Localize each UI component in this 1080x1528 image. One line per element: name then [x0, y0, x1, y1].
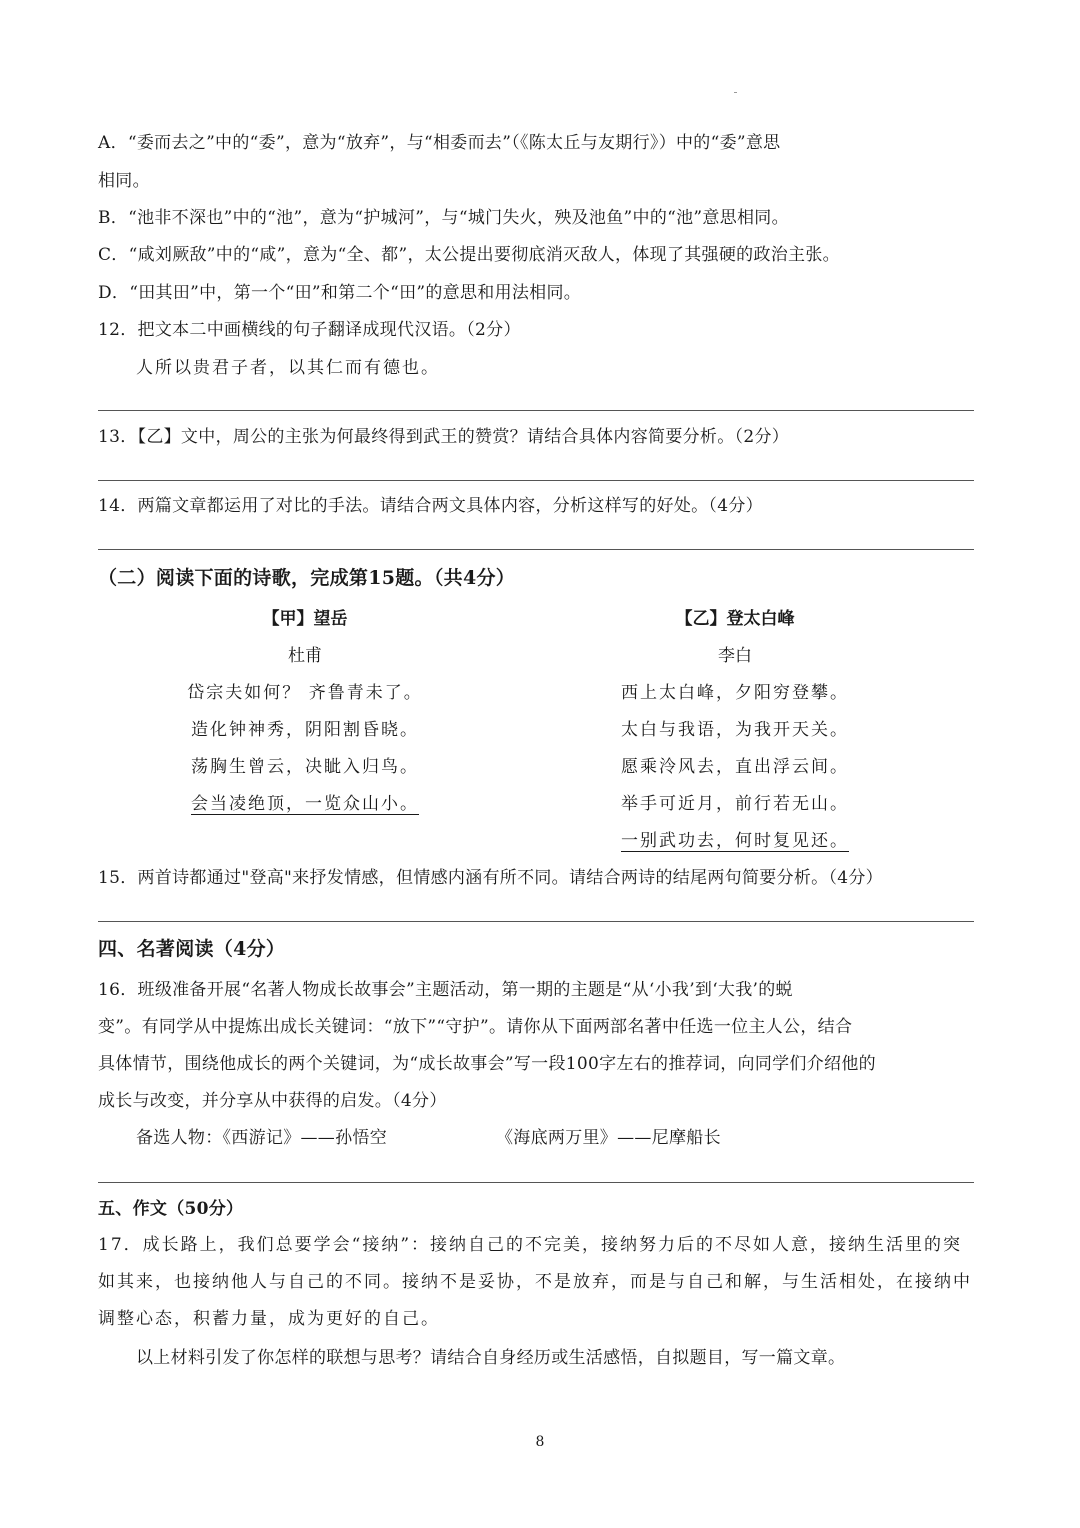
q17-line: 17．成长路上，我们总要学会“接纳”：接纳自己的不完美，接纳努力后的不尽如人意，接纳生活里的突	[98, 1235, 963, 1255]
q11-option-c: C．“咸刘厥敌”中的“咸”，意为“全、都”，太公提出要彻底消灭敌人，体现了其强硬的政治主张。	[98, 245, 840, 265]
poem-section-heading: （二）阅读下面的诗歌，完成第15题。（共4分）	[98, 567, 516, 589]
poem1-line-underlined: 会当凌绝顶，一览众山小。	[191, 794, 419, 814]
answer-line	[98, 410, 974, 411]
page-number: 8	[535, 1434, 545, 1450]
q16-line: 具体情节，围绕他成长的两个关键词，为“成长故事会”写一段100字左右的推荐词，向同学们介绍他的	[98, 1054, 876, 1074]
q16-option-2: 《海底两万里》——尼摩船长	[496, 1128, 721, 1148]
poem2-line: 举手可近月，前行若无山。	[621, 794, 849, 814]
poem2-author: 李白	[718, 646, 752, 666]
q15-stem: 15．两首诗都通过"登高"来抒发情感，但情感内涵有所不同。请结合两诗的结尾两句简要分析。（4分）	[98, 868, 883, 888]
answer-line	[98, 921, 974, 922]
section5-heading: 五、作文（50分）	[98, 1199, 244, 1219]
poem2-line: 愿乘泠风去，直出浮云间。	[621, 757, 849, 777]
poem2-line: 西上太白峰，夕阳穷登攀。	[621, 683, 849, 703]
section4-heading: 四、名著阅读（4分）	[98, 938, 286, 960]
q16-option-1: 备选人物：《西游记》——孙悟空	[136, 1128, 387, 1148]
poem1-line: 荡胸生曾云，决眦入归鸟。	[191, 757, 419, 777]
q16-line: 成长与改变，并分享从中获得的启发。（4分）	[98, 1091, 447, 1111]
q13-stem: 13．【乙】文中，周公的主张为何最终得到武王的赞赏？请结合具体内容简要分析。（2分）	[98, 427, 790, 447]
q14-stem: 14．两篇文章都运用了对比的手法。请结合两文具体内容，分析这样写的好处。（4分）	[98, 496, 763, 516]
scan-speck	[734, 92, 737, 93]
poem1-line: 造化钟神秀，阴阳割昏晓。	[191, 720, 419, 740]
poem1-title: 【甲】望岳	[262, 609, 348, 629]
q16-line: 变”。有同学从中提炼出成长关键词：“放下”“守护”。请你从下面两部名著中任选一位主人公，结合	[98, 1017, 853, 1037]
q12-sentence: 人所以贵君子者，以其仁而有德也。	[136, 358, 440, 378]
q16-line: 16．班级准备开展“名著人物成长故事会”主题活动，第一期的主题是“从‘小我’到‘大我’的蜕	[98, 980, 793, 1000]
poem2-line-underlined: 一别武功去，何时复见还。	[621, 831, 849, 851]
answer-line	[98, 1182, 974, 1183]
q11-option-d: D．“田其田”中，第一个“田”和第二个“田”的意思和用法相同。	[98, 283, 582, 303]
q11-option-a-line2: 相同。	[98, 171, 150, 191]
answer-line	[98, 480, 974, 481]
poem2-line: 太白与我语，为我开天关。	[621, 720, 849, 740]
q11-option-b: B．“池非不深也”中的“池”，意为“护城河”，与“城门失火，殃及池鱼”中的“池”意思相同。	[98, 208, 789, 228]
q17-line: 调整心态，积蓄力量，成为更好的自己。	[98, 1309, 440, 1329]
poem1-author: 杜甫	[288, 646, 322, 666]
q12-stem: 12．把文本二中画横线的句子翻译成现代汉语。（2分）	[98, 320, 521, 340]
q17-line: 如其来，也接纳他人与自己的不同。接纳不是妥协，不是放弃，而是与自己和解，与生活相处，在接纳中	[98, 1272, 972, 1292]
q11-option-a-line1: A．“委而去之”中的“委”，意为“放弃”，与“相委而去”（《陈太丘与友期行》）中的“委”意思	[98, 133, 781, 153]
poem2-title: 【乙】登太白峰	[675, 609, 795, 629]
answer-line	[98, 549, 974, 550]
q17-prompt: 以上材料引发了你怎样的联想与思考？请结合自身经历或生活感悟，自拟题目，写一篇文章。	[136, 1348, 846, 1368]
poem1-line: 岱宗夫如何？ 齐鲁青未了。	[187, 683, 423, 703]
